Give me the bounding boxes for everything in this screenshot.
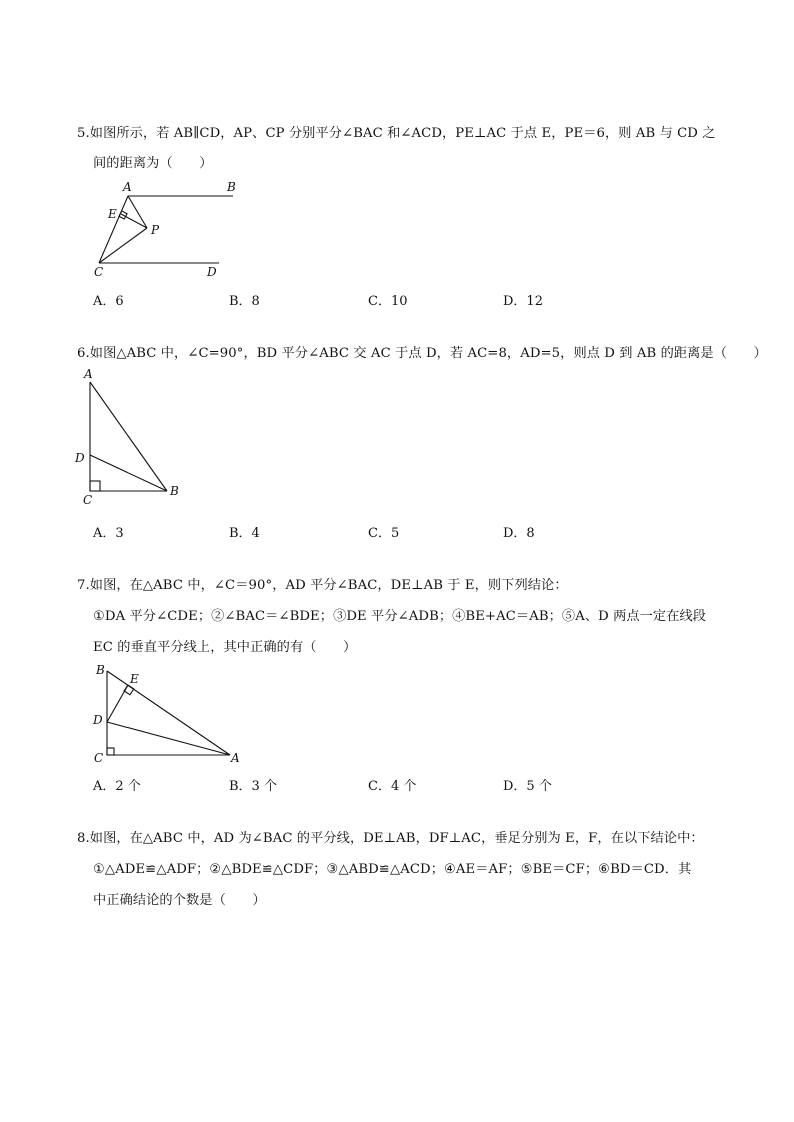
q6-option-a: A．3	[93, 526, 124, 541]
q5-option-a: A．6	[93, 294, 124, 309]
q5-line2: 间的距离为（ ）	[93, 156, 213, 171]
q8-line1: 8.如图，在△ABC 中，AD 为∠BAC 的平分线，DE⊥AB，DF⊥AC，垂足分别为 E，F，在以下结论中：	[77, 831, 704, 846]
q7-option-a: A．2 个	[93, 779, 141, 794]
q5-option-b: B．8	[229, 294, 260, 309]
q7-option-c: C．4 个	[368, 779, 417, 794]
q5-label-p: P	[151, 223, 160, 237]
q5-line1: 5.如图所示，若 AB∥CD，AP、CP 分别平分∠BAC 和∠ACD，PE⊥AC 于点 E，PE＝6，则 AB 与 CD 之	[77, 126, 716, 141]
q5-option-d: D．12	[503, 294, 543, 309]
q6-figure	[72, 364, 192, 506]
q6-label-b: B	[170, 484, 179, 498]
q5-label-d: D	[207, 265, 217, 279]
q7-line2: ①DA 平分∠CDE；②∠BAC＝∠BDE；③DE 平分∠ADB；④BE+AC＝AB；⑤A、D 两点一定在线段	[93, 609, 707, 624]
q6-option-c: C．5	[368, 526, 400, 541]
q6-option-d: D．8	[503, 526, 535, 541]
q6-label-d: D	[75, 451, 85, 465]
q7-option-d: D．5 个	[503, 779, 552, 794]
q7-option-b: B．3 个	[229, 779, 277, 794]
q8-line3: 中正确结论的个数是（ ）	[93, 893, 266, 908]
q5-figure	[90, 176, 250, 280]
q6-label-c: C	[83, 493, 93, 507]
q6-line1: 6.如图△ABC 中，∠C=90°，BD 平分∠ABC 交 AC 于点 D，若 AC=8，AD=5，则点 D 到 AB 的距离是（ ）	[77, 346, 767, 361]
q5-label-a: A	[123, 180, 132, 194]
q7-label-a: A	[231, 751, 240, 765]
q6-option-b: B．4	[229, 526, 260, 541]
q7-label-c: C	[94, 751, 104, 765]
q7-label-e: E	[130, 672, 139, 686]
q7-label-d: D	[93, 713, 103, 727]
q5-option-c: C．10	[368, 294, 408, 309]
q5-label-c: C	[94, 265, 104, 279]
q7-figure	[88, 660, 258, 770]
q7-line1: 7.如图，在△ABC 中，∠C＝90°，AD 平分∠BAC，DE⊥AB 于 E，则下列结论：	[77, 578, 568, 593]
q5-label-e: E	[108, 207, 117, 221]
q7-line3: EC 的垂直平分线上，其中正确的有（ ）	[93, 640, 357, 655]
q8-line2: ①△ADE≌△ADF；②△BDE≌△CDF；③△ABD≌△ACD；④AE＝AF；⑤BE＝CF；⑥BD＝CD．其	[93, 862, 692, 877]
q5-label-b: B	[227, 180, 236, 194]
q6-label-a: A	[84, 367, 93, 381]
q7-label-b: B	[96, 663, 105, 677]
